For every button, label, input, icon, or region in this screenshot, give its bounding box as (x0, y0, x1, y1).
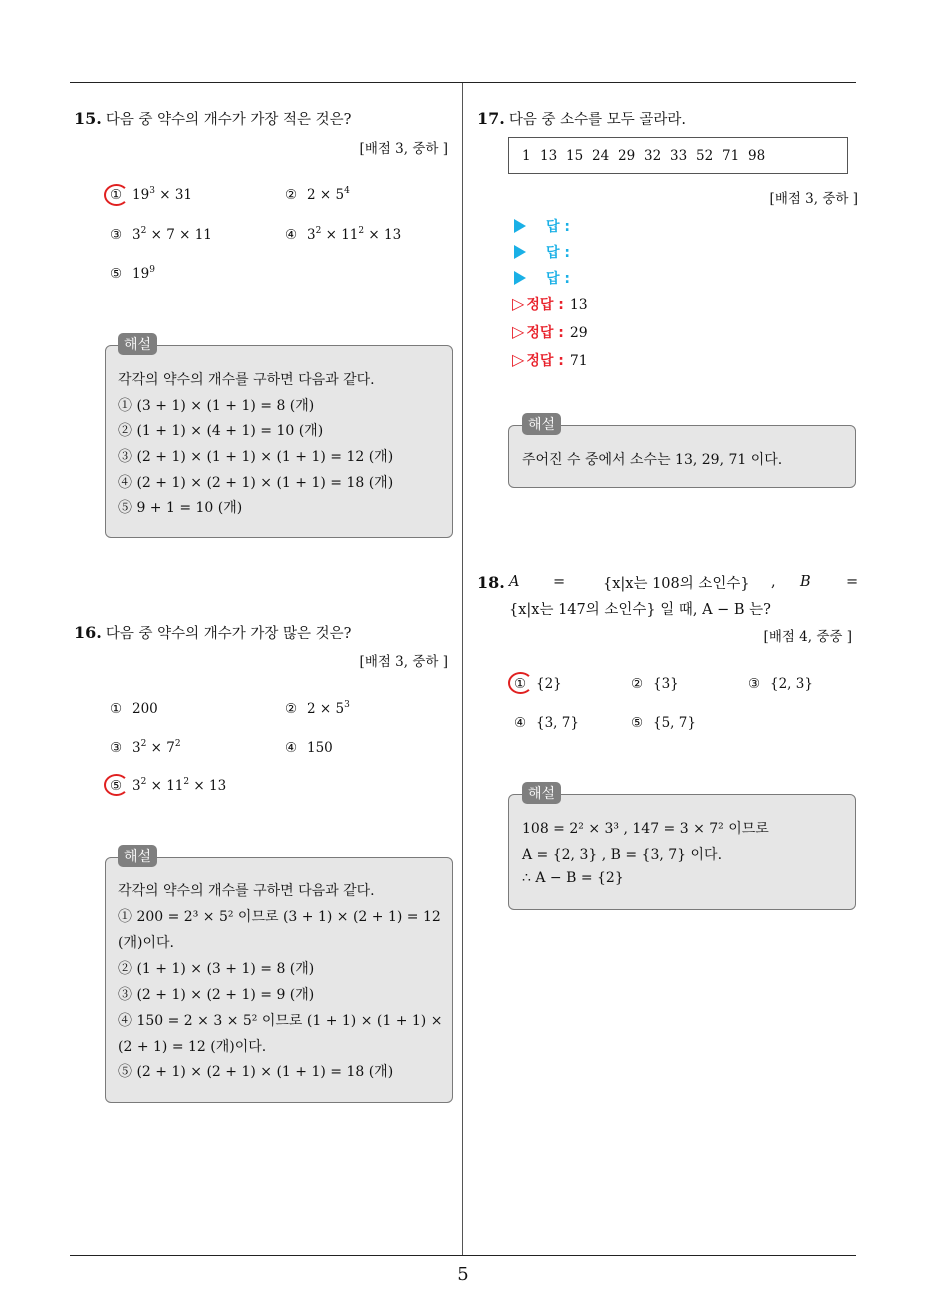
q16-option-3[interactable]: ③ $3^2 \times 7^2$ (110, 739, 181, 756)
q18-set-a-name: A (509, 574, 520, 590)
q15-solution-line: ② (1 + 1) × (4 + 1) = 10 (개) (118, 423, 324, 439)
q17-number-item: 29 (618, 148, 636, 164)
q15-solution-line: ⑤ 9 + 1 = 10 (개) (118, 500, 243, 516)
q16-solution-line: ⑤ (2 + 1) × (2 + 1) × (1 + 1) = 18 (개) (118, 1064, 394, 1080)
q17-solution-line: 주어진 수 중에서 소수는 13, 29, 71 이다. (522, 452, 783, 468)
q15-solution-line: 각각의 약수의 개수를 구하면 다음과 같다. (118, 372, 375, 388)
q16-solution-line: (2 + 1) = 12 (개)이다. (118, 1039, 267, 1055)
q16-solution-label: 해설 (118, 845, 157, 867)
q16-option-4[interactable]: ④ 150 (285, 740, 333, 756)
q15-title (74, 108, 351, 129)
q15-solution-line: ① (3 + 1) × (1 + 1) = 8 (개) (118, 398, 315, 414)
q16-solution-line: ② (1 + 1) × (3 + 1) = 8 (개) (118, 961, 315, 977)
q16-solution-line: ① 200 = 2³ × 5² 이므로 (3 + 1) × (2 + 1) = 12 (118, 909, 441, 925)
q17-answer-blank[interactable]: 답 : (514, 216, 570, 236)
q17-number-item: 13 (540, 148, 558, 164)
q15-solution-line: ④ (2 + 1) × (2 + 1) × (1 + 1) = 18 (개) (118, 475, 394, 491)
q16-number: 16. (74, 623, 102, 642)
q15-number: 15. (74, 109, 102, 128)
q18-question-text: {x|x는 147의 소인수} 일 때, A − B 는? (509, 602, 771, 618)
q17-answer-blank[interactable]: 답 : (514, 242, 570, 262)
play-triangle-icon (514, 245, 526, 259)
q16-meta: [배점 3, 중하 ] (359, 654, 448, 670)
q18-option-2[interactable]: ② {3} (631, 676, 679, 692)
q17-number-item: 1 (522, 148, 531, 164)
q17-correct-answer: ▷ 정답 : 29 (512, 322, 588, 341)
q18-option-3[interactable]: ③ {2, 3} (748, 676, 813, 692)
q17-number-item: 33 (670, 148, 688, 164)
top-rule (70, 82, 856, 83)
q16-solution-line: ④ 150 = 2 × 3 × 5² 이므로 (1 + 1) × (1 + 1) × (118, 1013, 443, 1029)
bottom-rule (70, 1255, 856, 1256)
q17-number-item: 71 (722, 148, 740, 164)
q17-answer-blank[interactable]: 답 : (514, 268, 570, 288)
q15-option-5[interactable]: ⑤ $19^9$ (110, 265, 155, 282)
q18-option-5[interactable]: ⑤ {5, 7} (631, 715, 696, 731)
q17-number-item: 24 (592, 148, 610, 164)
q18-solution-line: ∴ A − B = {2} (522, 870, 624, 886)
q15-option-3[interactable]: ③ $3^2 \times 7 \times 11$ (110, 226, 212, 243)
outline-triangle-icon: ▷ (512, 350, 525, 369)
q15-solution-line: ③ (2 + 1) × (1 + 1) × (1 + 1) = 12 (개) (118, 449, 394, 465)
q17-number: 17. (477, 109, 505, 128)
q18-title-number: 18. (477, 573, 505, 592)
play-triangle-icon (514, 219, 526, 233)
q17-correct-answer: ▷ 정답 : 71 (512, 350, 588, 369)
q16-solution-line: (개)이다. (118, 935, 174, 951)
q17-number-item: 32 (644, 148, 662, 164)
q18-equals: = (553, 574, 566, 590)
q18-set-a-def: {x|x는 108의 소인수} (603, 576, 750, 592)
q15-text: 다음 중 약수의 개수가 가장 적은 것은? (105, 112, 352, 128)
q18-equals: = (846, 574, 859, 590)
q16-solution-line: 각각의 약수의 개수를 구하면 다음과 같다. (118, 883, 375, 899)
q15-option-4[interactable]: ④ $3^2 \times 11^2 \times 13$ (285, 226, 402, 243)
q16-text: 다음 중 약수의 개수가 가장 많은 것은? (105, 626, 352, 642)
q18-option-1[interactable]: ① {2} (514, 676, 562, 692)
q17-text: 다음 중 소수를 모두 골라라. (508, 112, 686, 128)
outline-triangle-icon: ▷ (512, 294, 525, 313)
q16-option-2[interactable]: ② $2 \times 5^3$ (285, 700, 350, 717)
q18-comma: , (771, 574, 776, 590)
q17-title (477, 108, 686, 129)
outline-triangle-icon: ▷ (512, 322, 525, 341)
q17-number-list-box (508, 137, 848, 174)
q16-solution-line: ③ (2 + 1) × (2 + 1) = 9 (개) (118, 987, 315, 1003)
q16-option-1[interactable]: ① 200 (110, 701, 158, 717)
q15-option-2[interactable]: ② $2 \times 5^4$ (285, 186, 350, 203)
page-number: 5 (457, 1264, 469, 1285)
q18-set-b-name: B (800, 574, 811, 590)
q18-meta: [배점 4, 중중 ] (763, 629, 852, 645)
q17-meta: [배점 3, 중하 ] (769, 191, 858, 207)
q18-solution-label: 해설 (522, 782, 561, 804)
play-triangle-icon (514, 271, 526, 285)
q18-solution-line: A = {2, 3} , B = {3, 7} 이다. (522, 847, 723, 863)
q17-number-item: 15 (566, 148, 584, 164)
q18-solution-line: 108 = 2² × 3³ , 147 = 3 × 7² 이므로 (522, 821, 769, 837)
q17-number-item: 98 (748, 148, 766, 164)
q16-option-5[interactable]: ⑤ $3^2 \times 11^2 \times 13$ (110, 777, 227, 794)
q15-meta: [배점 3, 중하 ] (359, 141, 448, 157)
q17-number-item: 52 (696, 148, 714, 164)
q17-solution-label: 해설 (522, 413, 561, 435)
q16-title (74, 622, 351, 643)
q15-option-1[interactable]: ① $19^3 \times 31$ (110, 186, 192, 203)
q18-option-4[interactable]: ④ {3, 7} (514, 715, 579, 731)
column-divider (462, 83, 463, 1255)
q15-solution-label: 해설 (118, 333, 157, 355)
q17-correct-answer: ▷ 정답 : 13 (512, 294, 588, 313)
